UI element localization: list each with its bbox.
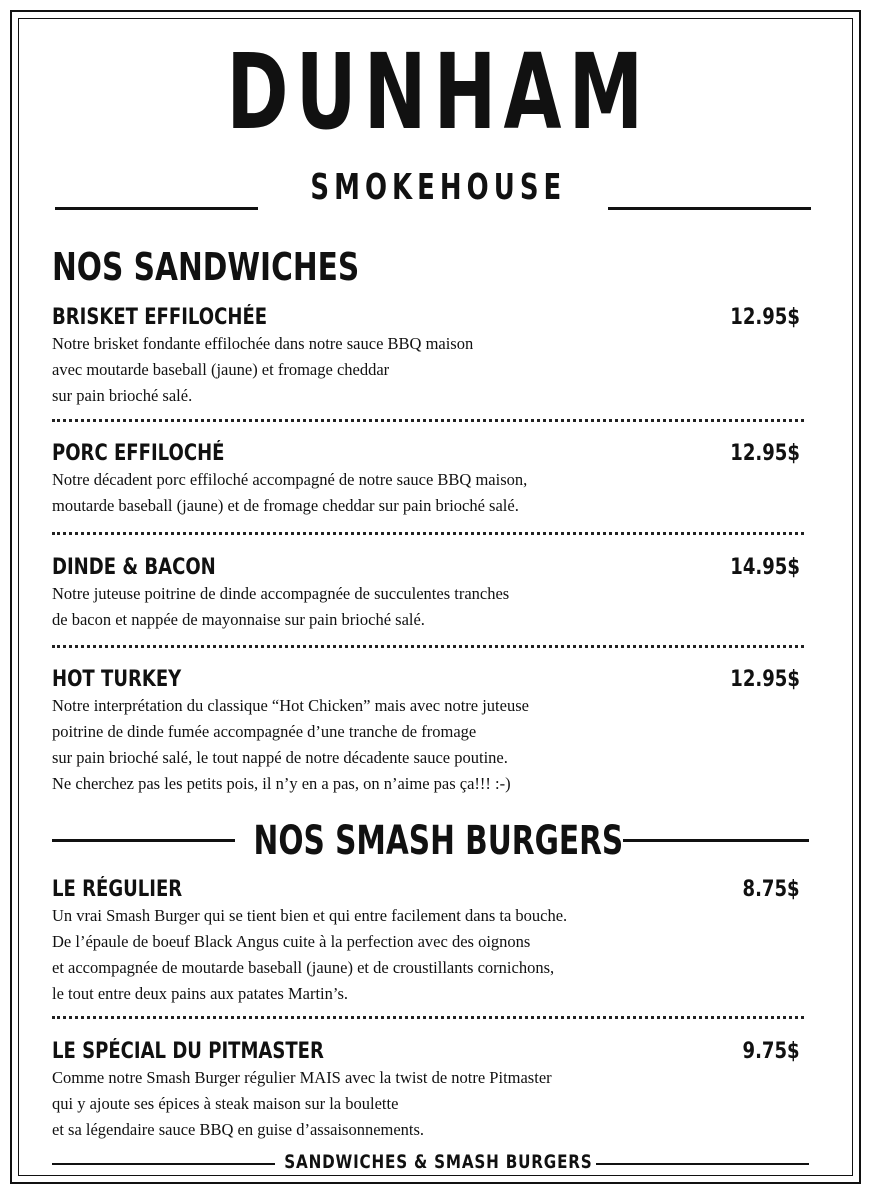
dotted-separator — [52, 645, 804, 648]
section-title-sandwiches: NOS SANDWICHES — [52, 245, 360, 289]
dotted-separator — [52, 419, 804, 422]
description-line: et sa légendaire sauce BBQ en guise d’assaisonnements. — [52, 1120, 425, 1139]
item-price: 8.75$ — [742, 877, 800, 902]
menu-item — [52, 555, 802, 633]
footer-label: SANDWICHES & SMASH BURGERS — [284, 1151, 593, 1173]
description-line: sur pain brioché salé, le tout nappé de notre décadente sauce poutine. — [52, 748, 508, 767]
description-line: sur pain brioché salé. — [52, 386, 193, 405]
item-price: 12.95$ — [730, 667, 800, 692]
item-description — [52, 331, 802, 409]
section-rule-right — [623, 839, 809, 842]
description-line: Notre brisket fondante effilochée dans notre sauce BBQ maison — [52, 334, 474, 353]
description-line: Notre décadent porc effiloché accompagné de notre sauce BBQ maison, — [52, 470, 528, 489]
item-name: DINDE & BACON — [52, 555, 216, 580]
brand-rule-left — [55, 207, 258, 210]
item-description — [52, 581, 802, 633]
description-line: Notre juteuse poitrine de dinde accompagnée de succulentes tranches — [52, 584, 510, 603]
description-line: moutarde baseball (jaune) et de fromage cheddar sur pain brioché salé. — [52, 496, 519, 515]
description-line: Comme notre Smash Burger régulier MAIS avec la twist de notre Pitmaster — [52, 1068, 552, 1087]
description-line: avec moutarde baseball (jaune) et fromage cheddar — [52, 360, 390, 379]
item-description — [52, 693, 802, 797]
item-price: 12.95$ — [730, 441, 800, 466]
section-title-burgers: NOS SMASH BURGERS — [253, 818, 624, 864]
brand-subtitle: SMOKEHOUSE — [310, 167, 567, 208]
description-line: et accompagnée de moutarde baseball (jaune) et de croustillants cornichons, — [52, 958, 555, 977]
item-name: LE RÉGULIER — [52, 877, 183, 902]
description-line: Ne cherchez pas les petits pois, il n’y en a pas, on n’aime pas ça!!! :-) — [52, 774, 511, 793]
menu-item — [52, 877, 802, 1007]
description-line: qui y ajoute ses épices à steak maison sur la boulette — [52, 1094, 399, 1113]
description-line: Notre interprétation du classique “Hot Chicken” mais avec notre juteuse — [52, 696, 529, 715]
description-line: poitrine de dinde fumée accompagnée d’une tranche de fromage — [52, 722, 477, 741]
menu-item — [52, 667, 802, 797]
dotted-separator — [52, 1016, 804, 1019]
item-price: 12.95$ — [730, 305, 800, 330]
description-line: De l’épaule de boeuf Black Angus cuite à la perfection avec des oignons — [52, 932, 531, 951]
item-description — [52, 467, 802, 519]
menu-item — [52, 305, 802, 409]
dotted-separator — [52, 532, 804, 535]
item-price: 14.95$ — [730, 555, 800, 580]
item-description — [52, 1065, 802, 1143]
brand-name: DUNHAM — [226, 31, 651, 153]
item-price: 9.75$ — [742, 1039, 800, 1064]
item-name: LE SPÉCIAL DU PITMASTER — [52, 1039, 324, 1064]
footer-rule-right — [596, 1163, 809, 1165]
menu-item — [52, 1039, 802, 1143]
item-name: HOT TURKEY — [52, 667, 182, 692]
description-line: de bacon et nappée de mayonnaise sur pain brioché salé. — [52, 610, 425, 629]
description-line: Un vrai Smash Burger qui se tient bien et qui entre facilement dans ta bouche. — [52, 906, 568, 925]
description-line: le tout entre deux pains aux patates Martin’s. — [52, 984, 349, 1003]
brand-rule-right — [608, 207, 811, 210]
item-description — [52, 903, 802, 1007]
item-name: PORC EFFILOCHÉ — [52, 441, 225, 466]
menu-item — [52, 441, 802, 519]
item-name: BRISKET EFFILOCHÉE — [52, 305, 268, 330]
